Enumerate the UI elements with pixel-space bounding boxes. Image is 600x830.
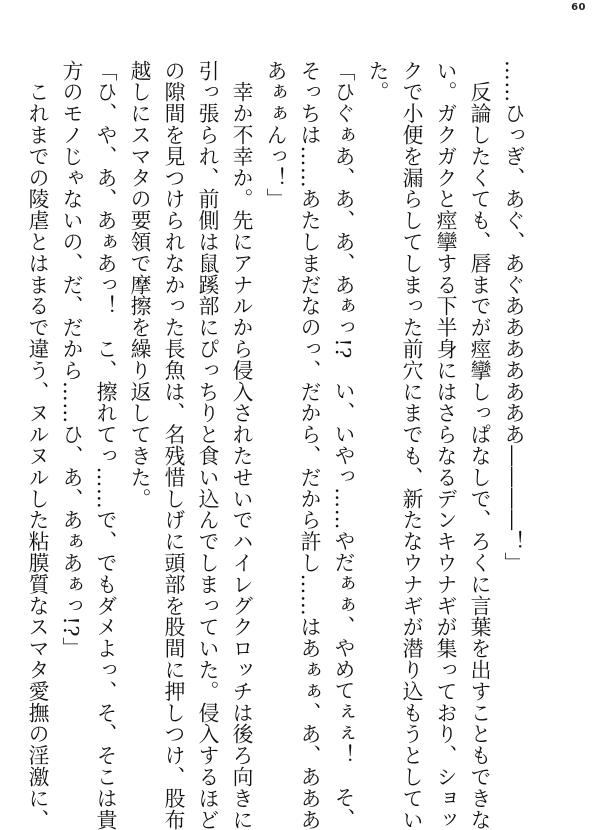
text-line: の隙間を見つけられなかった長魚は、名残惜しげに頭部を股間に押しつけ、股布 bbox=[161, 60, 185, 830]
text-line: 引っ張られ、前側は鼠蹊部にぴっちりと食い込んでしまっていた。侵入するほど bbox=[195, 60, 219, 830]
page-number: 60 bbox=[571, 2, 586, 13]
text-line: 「ひぐぁあ、あ、あ、あぁっ!? い、いやっ……やだぁぁ、やめてぇぇ！ そ、 bbox=[331, 60, 355, 830]
text-line: 「ひ、や、あ、あぁあっ！ こ、擦れてっ……で、でもダメよっ、そ、そこは貴 bbox=[93, 60, 117, 830]
text-line: 越しにスマタの要領で摩擦を繰り返してきた。 bbox=[127, 60, 151, 510]
text-line: これまでの陵虐とはまるで違う、ヌルヌルした粘膜質なスマタ愛撫の淫激に、 bbox=[25, 60, 49, 830]
text-line: 反論したくても、唇までが痙攣しっぱなしで、ろくに言葉を出すこともできな bbox=[467, 60, 491, 830]
text-line: い。ガクガクと痙攣する下半身にはさらなるデンキウナギが集っており、ショッ bbox=[433, 60, 457, 830]
novel-text-block bbox=[25, 60, 530, 830]
text-line: クで小便を漏らしてしまった前穴にまでも、新たなウナギが潜り込もうとしてい bbox=[399, 60, 423, 830]
text-line: た。 bbox=[365, 60, 389, 103]
text-line: 幸か不幸か。先にアナルから侵入されたせいでハイレグクロッチは後ろ向きに bbox=[229, 60, 253, 830]
text-line: 方のモノじゃないの、だ、だから……ひ、あ、あぁあぁっ!?」 bbox=[59, 60, 83, 659]
text-line: そっちは……あたしまだなのっ、だから、だから許し……はあぁぁ、あ、あああ bbox=[297, 60, 321, 830]
text-line: ……ひっぎ、あぐ、あぐあああああああ――――！」 bbox=[501, 60, 525, 574]
text-line: あぁぁんっ！」 bbox=[263, 60, 287, 210]
